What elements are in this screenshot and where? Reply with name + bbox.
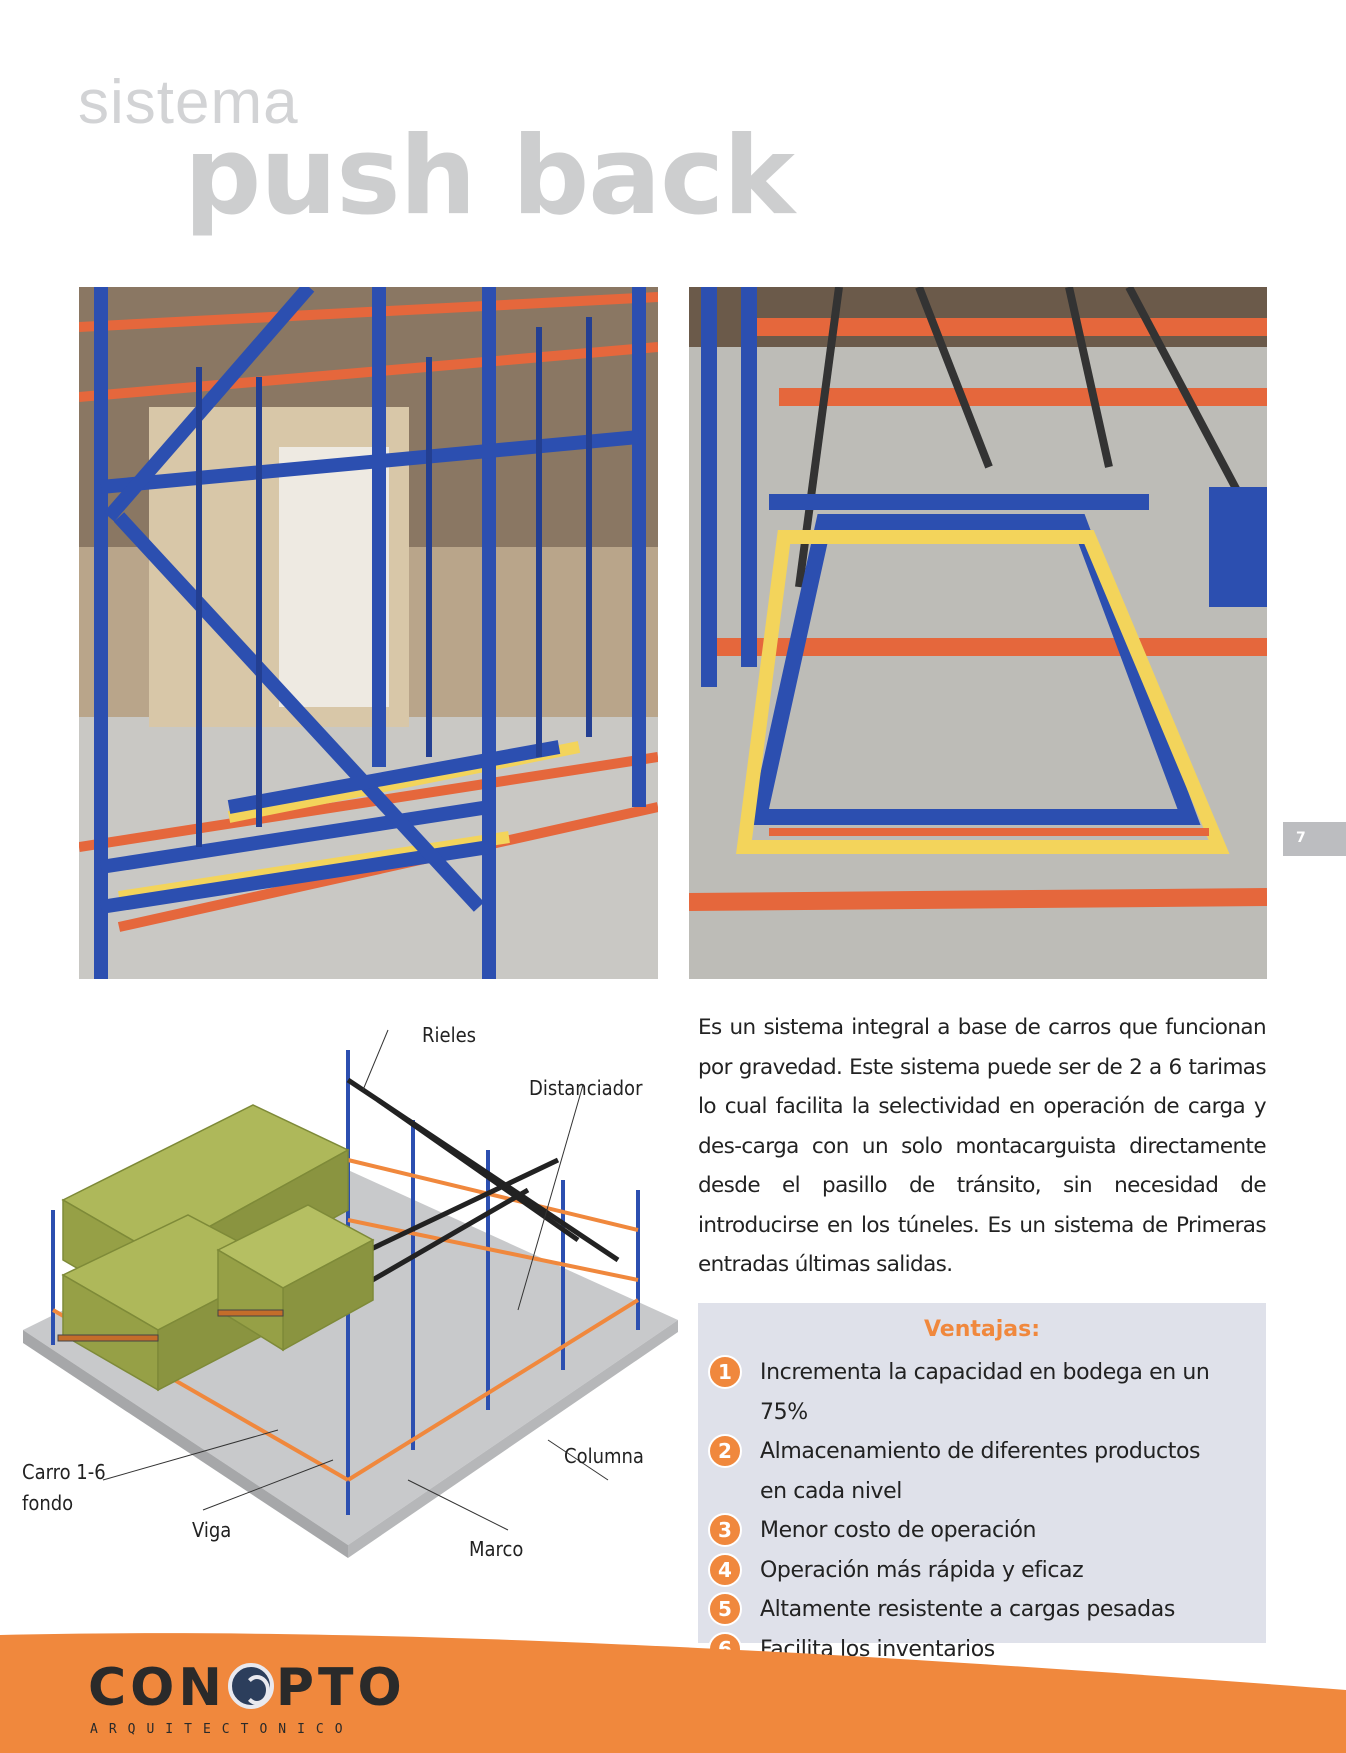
- page-title-sistema: sistema: [78, 68, 299, 137]
- page-number-tab: 7: [1283, 822, 1346, 856]
- ventaja-text: Facilita los inventarios: [760, 1636, 995, 1662]
- logo-text-left: CON: [88, 1658, 226, 1718]
- logo-subtitle: ARQUITECTONICO: [90, 1722, 354, 1737]
- logo-c-icon: [228, 1663, 274, 1709]
- label-rieles: Rieles: [422, 1023, 477, 1047]
- push-back-diagram: [18, 1010, 688, 1570]
- list-item: [708, 1511, 1260, 1551]
- number-badge-icon: 2: [708, 1434, 742, 1468]
- concepto-logo: [88, 1658, 406, 1718]
- ventajas-title: Ventajas:: [923, 1317, 1041, 1342]
- label-distanciador: Distanciador: [529, 1076, 643, 1100]
- list-item: [708, 1353, 1260, 1432]
- rack-photo-right: [689, 287, 1267, 979]
- list-item: [708, 1432, 1260, 1511]
- number-badge-icon: 1: [708, 1355, 742, 1389]
- number-badge-icon: 5: [708, 1592, 742, 1626]
- label-carro: Carro 1-6: [22, 1460, 106, 1484]
- ventaja-text: Altamente resistente a cargas pesadas: [760, 1597, 1175, 1622]
- system-description: Es un sistema integral a base de carros que funcionan por gravedad. Este sistema puede ser de 2 a 6 tarimas lo cual facilita la selectividad en operación de carga y des-carga con un solo montacarguista directamente desde el pasillo de tránsito, sin necesidad de introducirse en los túneles. Es un sistema de Primeras entradas últimas salidas.: [698, 1015, 1266, 1277]
- label-columna: Columna: [564, 1444, 644, 1468]
- ventaja-text: Operación más rápida y eficaz: [760, 1557, 1084, 1583]
- label-marco: Marco: [469, 1537, 524, 1561]
- ventaja-text: Incrementa la capacidad en bodega en un 75%: [760, 1360, 1210, 1425]
- ventajas-box: [698, 1303, 1266, 1662]
- page-title-push-back: push back: [184, 114, 794, 239]
- ventaja-text: Almacenamiento de diferentes productos en cada nivel: [760, 1439, 1201, 1504]
- ventaja-text: Menor costo de operación: [760, 1518, 1037, 1543]
- rack-photo-left: [79, 287, 658, 979]
- logo-text-right: PTO: [275, 1658, 406, 1718]
- label-carro-fondo: fondo: [22, 1491, 74, 1515]
- number-badge-icon: 6: [708, 1632, 742, 1666]
- number-badge-icon: 3: [708, 1513, 742, 1547]
- list-item: [708, 1551, 1260, 1591]
- number-badge-icon: 4: [708, 1553, 742, 1587]
- label-viga: Viga: [192, 1518, 232, 1542]
